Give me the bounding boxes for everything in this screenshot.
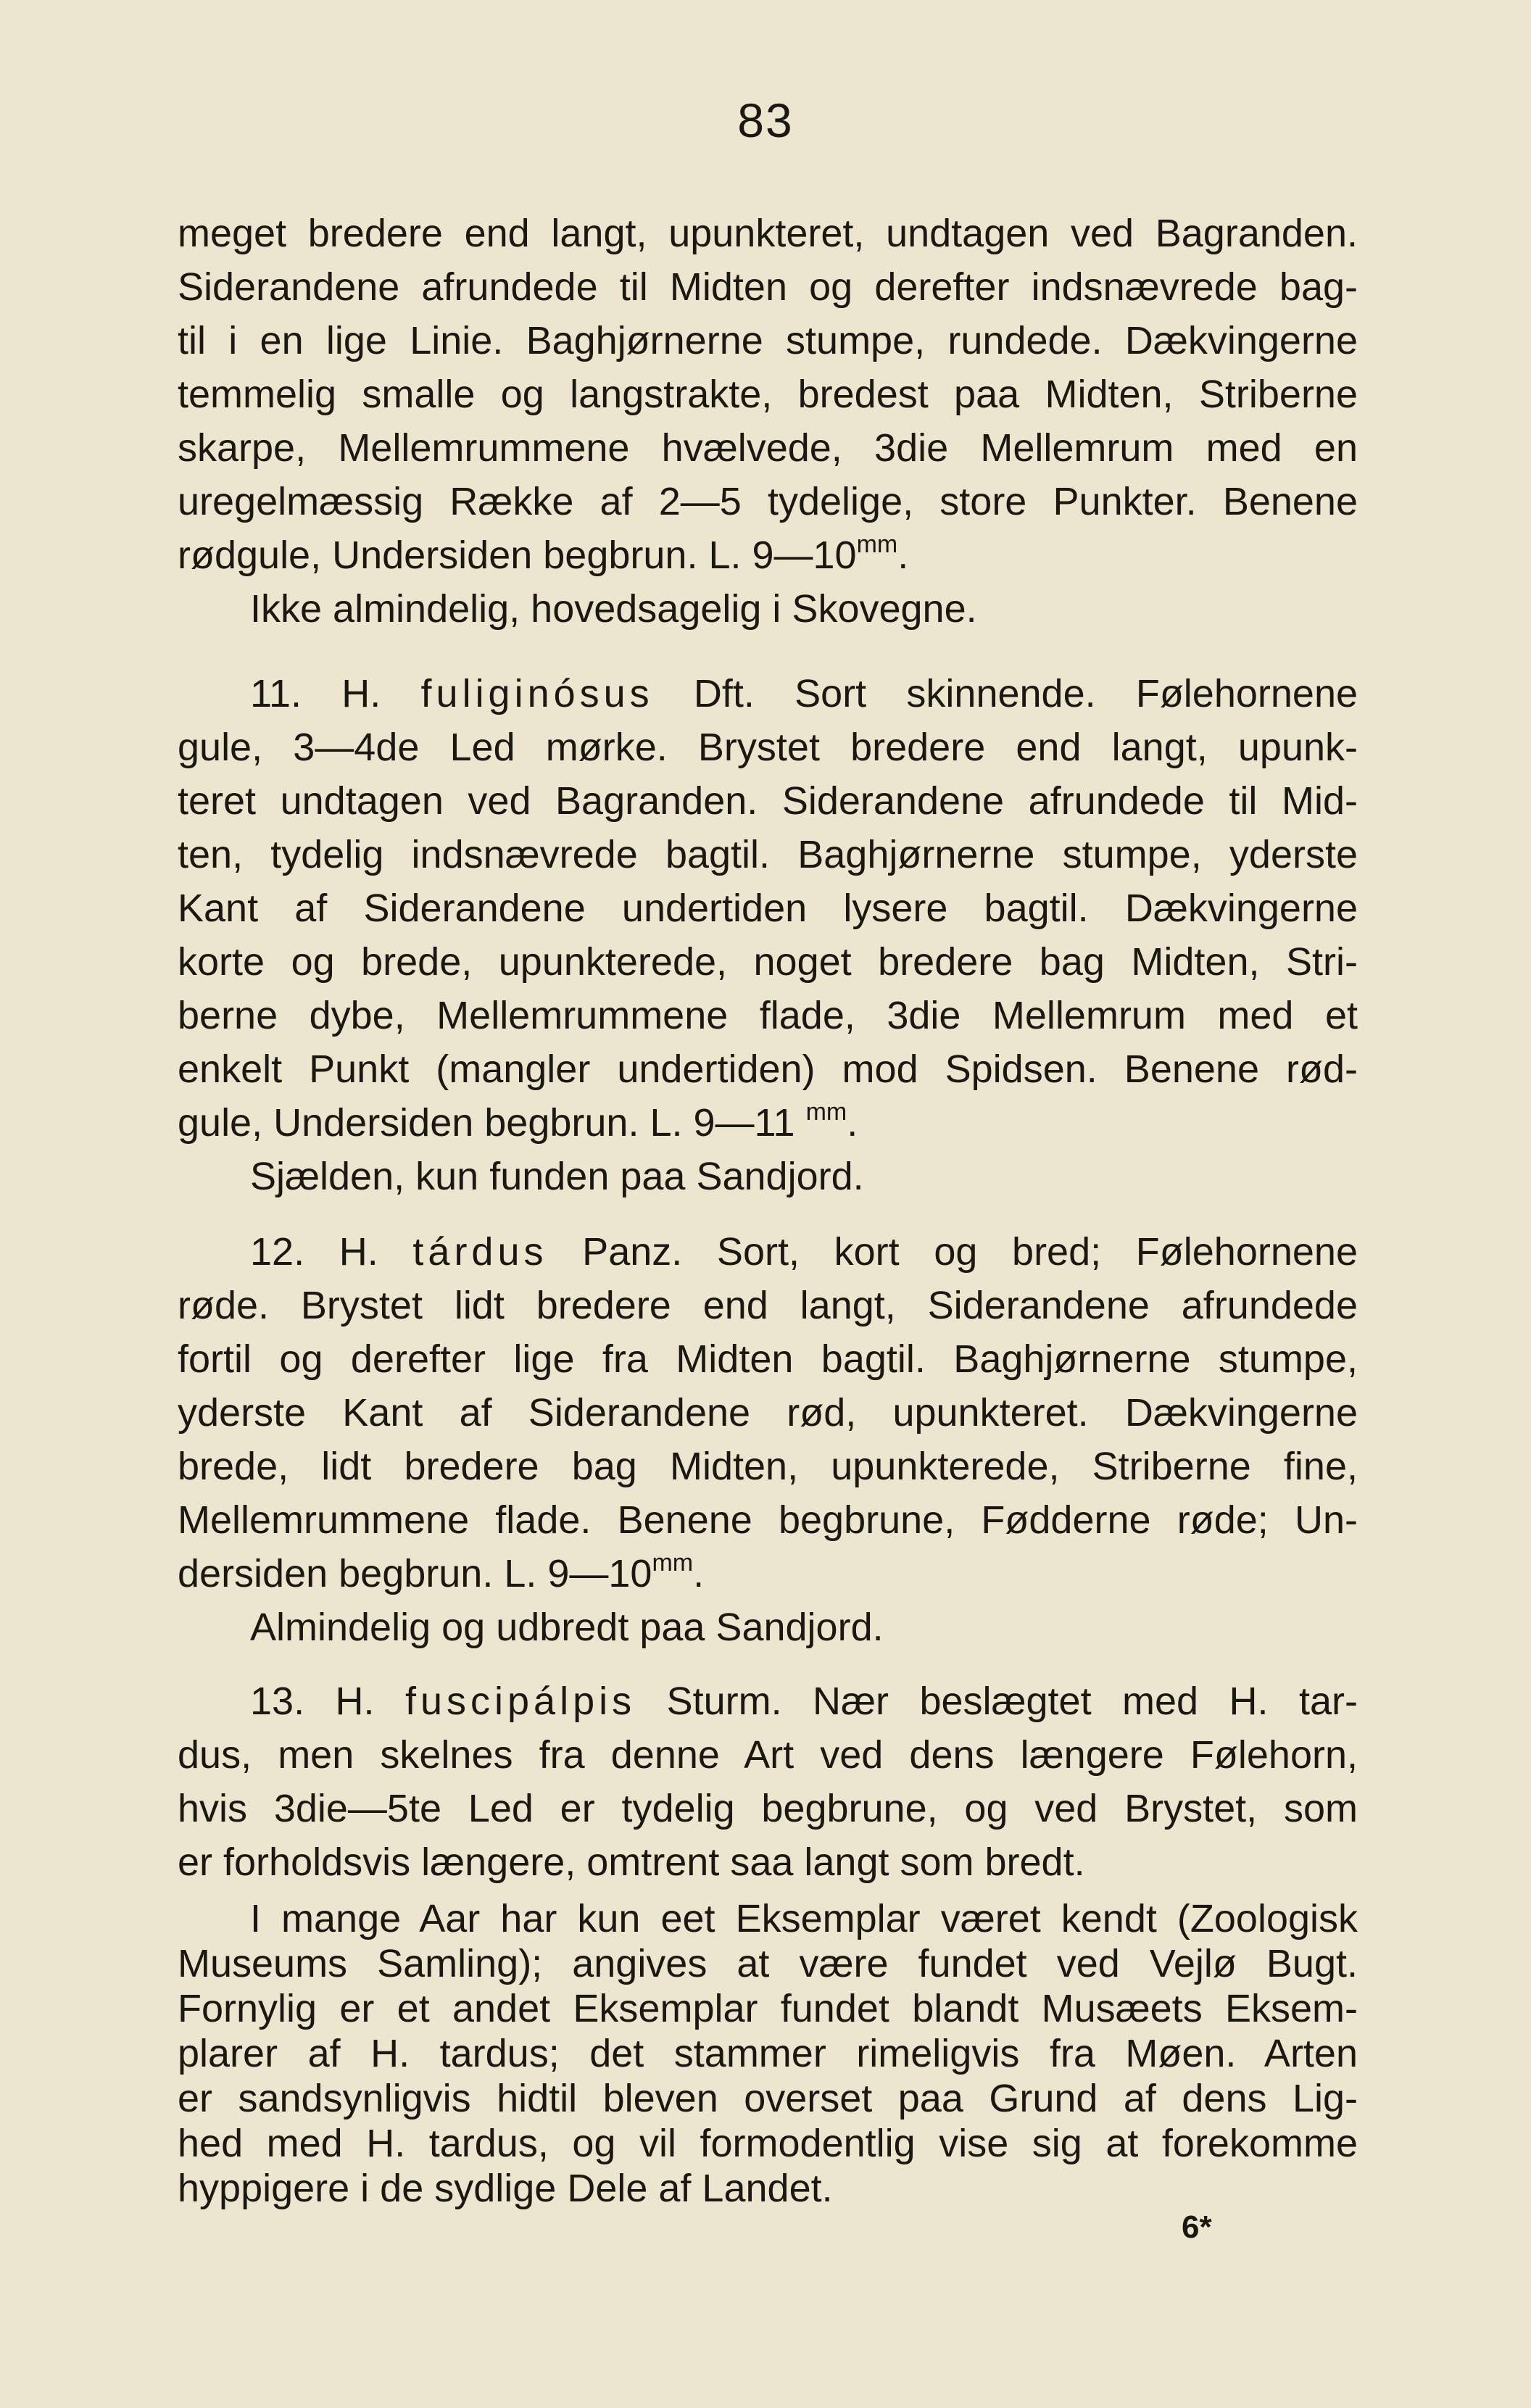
occurrence-note: Sjælden, kun funden paa Sandjord. <box>250 1155 864 1198</box>
text-line: Kant af Siderandene undertiden lysere bagtil. Dækvingerne <box>178 887 1358 930</box>
text-line: er sandsynligvis hidtil bleven overset paa Grund af dens Lig- <box>178 2077 1358 2120</box>
text-line: korte og brede, upunkterede, noget bredere bag Midten, Stri- <box>178 940 1358 984</box>
text-line: Museums Samling); angives at være fundet ved Vejlø Bugt. <box>178 1942 1358 1985</box>
text-line: Siderandene afrundede til Midten og derefter indsnævrede bag- <box>178 265 1358 309</box>
entry-heading-line: 13. H. fuscipálpis Sturm. Nær beslægtet med H. tar- <box>250 1680 1358 1723</box>
text-line: brede, lidt bredere bag Midten, upunkterede, Striberne fine, <box>178 1445 1358 1488</box>
text-line: er forholdsvis længere, omtrent saa langt som bredt. <box>178 1840 1085 1884</box>
text-line: røde. Brystet lidt bredere end langt, Siderandene afrundede <box>178 1284 1358 1327</box>
text-line: yderste Kant af Siderandene rød, upunkteret. Dækvingerne <box>178 1391 1358 1435</box>
text-line: Fornylig er et andet Eksemplar fundet blandt Musæets Eksem- <box>178 1987 1358 2030</box>
text-line: temmelig smalle og langstrakte, bredest paa Midten, Striberne <box>178 373 1358 416</box>
species-name: tárdus <box>412 1230 548 1274</box>
text-line: hyppigere i de sydlige Dele af Landet. <box>178 2167 833 2210</box>
text-line-measure: rødgule, Undersiden begbrun. L. $9—10^{mm}$. <box>178 531 909 577</box>
text-line: fortil og derefter lige fra Midten bagtil. Baghjørnerne stumpe, <box>178 1337 1358 1381</box>
text-line: hed med H. tardus, og vil formodentlig vise sig at forekomme <box>178 2122 1358 2165</box>
text-line: uregelmæssig Række af 2—5 tydelige, store Punkter. Benene <box>178 480 1358 523</box>
species-entry-12 <box>178 1225 1358 1654</box>
text-line: berne dybe, Mellemrummene flade, 3die Mellemrum med et <box>178 994 1358 1037</box>
text-line: ten, tydelig indsnævrede bagtil. Baghjørnerne stumpe, yderste <box>178 833 1358 876</box>
species-name: fuliginósus <box>420 672 654 715</box>
occurrence-note: Ikke almindelig, hovedsagelig i Skovegne. <box>250 587 977 631</box>
entry-13-note <box>178 1896 1358 2211</box>
species-entry-11 <box>178 667 1358 1203</box>
text-line: enkelt Punkt (mangler undertiden) mod Spidsen. Benene rød- <box>178 1047 1358 1091</box>
text-line: meget bredere end langt, upunkteret, undtagen ved Bagranden. <box>178 212 1358 255</box>
species-name: fuscipálpis <box>404 1680 636 1723</box>
entry-heading-line: 11. H. fuliginósus Dft. Sort skinnende. Følehornene <box>250 672 1358 715</box>
text-line: I mange Aar har kun eet Eksemplar været kendt (Zoologisk <box>250 1897 1358 1940</box>
species-entry-13 <box>178 1674 1358 1889</box>
text-line: gule, 3—4de Led mørke. Brystet bredere end langt, upunk- <box>178 726 1358 769</box>
entry-heading-line: 12. H. tárdus Panz. Sort, kort og bred; Følehornene <box>250 1230 1358 1274</box>
text-line: hvis 3die—5te Led er tydelig begbrune, og ved Brystet, som <box>178 1787 1358 1830</box>
text-line: dus, men skelnes fra denne Art ved dens længere Følehorn, <box>178 1733 1358 1777</box>
text-line: Mellemrummene flade. Benene begbrune, Fødderne røde; Un- <box>178 1498 1358 1542</box>
occurrence-note: Almindelig og udbredt paa Sandjord. <box>250 1606 884 1649</box>
description-continuation <box>178 207 1358 636</box>
text-line: plarer af H. tardus; det stammer rimeligvis fra Møen. Arten <box>178 2032 1358 2075</box>
text-line-measure: gule, Undersiden begbrun. L. 9—11 $^{mm}$. <box>178 1098 858 1145</box>
text-line-measure: dersiden begbrun. L. $9—10^{mm}$. <box>178 1549 705 1595</box>
signature-mark: 6* <box>1182 2209 1212 2245</box>
page-number: 83 <box>737 94 794 147</box>
text-line: teret undtagen ved Bagranden. Siderandene afrundede til Mid- <box>178 779 1358 823</box>
text-line: skarpe, Mellemrummene hvælvede, 3die Mellemrum med en <box>178 426 1358 470</box>
text-line: til i en lige Linie. Baghjørnerne stumpe, rundede. Dækvingerne <box>178 319 1358 362</box>
